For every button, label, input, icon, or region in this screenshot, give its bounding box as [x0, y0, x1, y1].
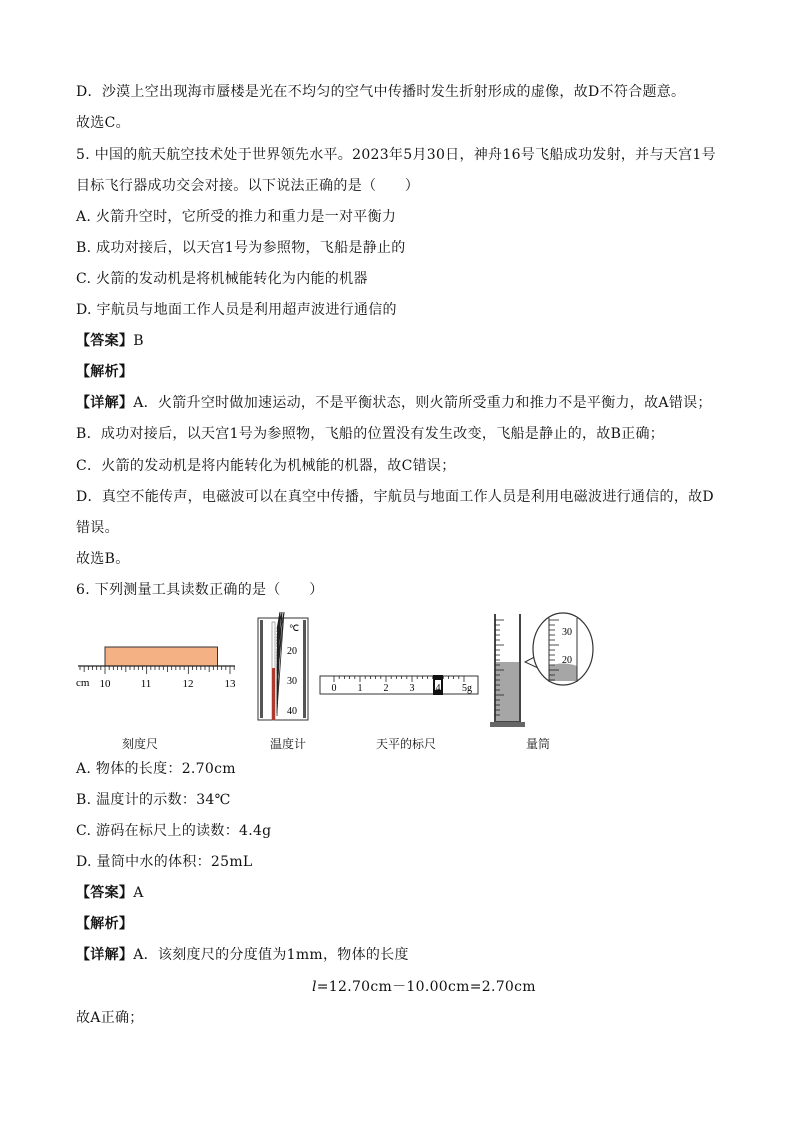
- q6-answer: 【答案】A: [76, 885, 144, 901]
- detail-tag: 【详解】: [76, 947, 134, 963]
- thermometer-unit: ℃: [289, 623, 300, 633]
- formula-variable: l: [312, 979, 317, 995]
- q6-option-d: D. 量筒中水的体积：25mL: [76, 854, 253, 870]
- q6-option-a: A. 物体的长度：2.70cm: [76, 761, 236, 777]
- q5-answer: 【答案】B: [76, 333, 144, 349]
- ruler-diagram: [76, 647, 236, 690]
- cylinder-caption: 量筒: [526, 737, 551, 751]
- q6-conclusion: 故A正确；: [76, 1010, 144, 1026]
- q5-conclusion: 故选B。: [76, 551, 130, 567]
- thermometer-tick-label: 40: [287, 706, 297, 717]
- balance-scale-diagram: [320, 675, 478, 695]
- answer-tag: 【答案】: [76, 885, 134, 901]
- scale-tick-label: 0: [331, 683, 337, 694]
- answer-tag: 【答案】: [76, 333, 134, 349]
- q5-explanation: 错误。: [76, 520, 119, 536]
- scale-tick-label: 1: [357, 683, 363, 694]
- detail-tag: 【详解】: [76, 395, 134, 411]
- q5-option-d: D. 宇航员与地面工作人员是利用超声波进行通信的: [76, 302, 397, 318]
- scale-tick-label: 3: [409, 683, 415, 694]
- graduated-cylinder-diagram: [490, 613, 593, 727]
- thermometer-caption: 温度计: [270, 737, 307, 751]
- text-line: D．沙漠上空出现海市蜃楼是光在不均匀的空气中传播时发生折射形成的虚像，故D不符合题意。: [76, 84, 686, 100]
- ruler-tick-label: 10: [99, 678, 111, 690]
- ruler-tick-label: 13: [224, 678, 236, 690]
- q6-option-c: C. 游码在标尺上的读数：4.4g: [76, 823, 272, 839]
- thermometer-tick-label: 30: [287, 676, 297, 687]
- ruler-unit-label: cm: [76, 677, 90, 689]
- q5-explanation: C．火箭的发动机是将内能转化为机械能的机器，故C错误；: [76, 458, 456, 474]
- thermometer-border: [303, 620, 306, 718]
- q6-stem: 6. 下列测量工具读数正确的是（ ）: [76, 582, 324, 598]
- q5-stem: 5. 中国的航天航空技术处于世界领先水平。2023年5月30日，神舟16号飞船成功发射，并与天宫1号: [76, 147, 716, 163]
- text-line: 故选C。: [76, 115, 130, 131]
- ruler-caption: 刻度尺: [122, 737, 159, 751]
- ruler-tick-label: 11: [140, 678, 152, 690]
- thermometer-tick-label: 20: [287, 646, 297, 657]
- q6-formula: l=12.70cm－10.00cm=2.70cm: [312, 979, 536, 995]
- ruler-tick-label: 12: [182, 678, 194, 690]
- zoom-label: 30: [562, 627, 572, 638]
- zoom-label: 20: [562, 655, 572, 666]
- cylinder-base: [490, 722, 525, 727]
- q6-option-b: B. 温度计的示数：34℃: [76, 792, 231, 808]
- measurement-tools-figure: [70, 612, 670, 757]
- q5-option-a: A. 火箭升空时，它所受的推力和重力是一对平衡力: [76, 209, 397, 225]
- q5-analysis-tag: 【解析】: [76, 364, 134, 380]
- balance-scale-caption: 天平的标尺: [376, 737, 437, 751]
- q5-explanation: 【详解】A．火箭升空时做加速运动，不是平衡状态，则火箭所受重力和推力不是平衡力，故A错误；: [76, 395, 712, 411]
- thermometer-liquid: [272, 668, 275, 720]
- q5-explanation: D．真空不能传声，电磁波可以在真空中传播，宇航员与地面工作人员是利用电磁波进行通信的，故D: [76, 489, 714, 505]
- ruler-ticks: [80, 666, 234, 674]
- q5-stem: 目标飞行器成功交会对接。以下说法正确的是（ ）: [76, 178, 420, 194]
- scale-tick-label: 5g: [462, 683, 472, 694]
- thermometer-frame: [258, 618, 308, 720]
- q6-explanation: 【详解】A．该刻度尺的分度值为1mm，物体的长度: [76, 947, 409, 963]
- thermometer-diagram: [258, 612, 308, 720]
- q5-explanation: B．成功对接后，以天宫1号为参照物，飞船的位置没有发生改变，飞船是静止的，故B正确；: [76, 426, 665, 442]
- q5-option-b: B. 成功对接后，以天宫1号为参照物，飞船是静止的: [76, 240, 406, 256]
- zoom-water: [549, 664, 577, 682]
- q6-analysis-tag: 【解析】: [76, 916, 134, 932]
- scale-tick-label: 2: [383, 683, 389, 694]
- q5-option-c: C. 火箭的发动机是将机械能转化为内能的机器: [76, 271, 368, 287]
- measured-object: [105, 647, 218, 666]
- scale-tick-label: 4: [435, 683, 441, 694]
- cylinder-water: [495, 662, 520, 722]
- figure-drawing: [70, 612, 670, 757]
- thermometer-border: [260, 620, 263, 718]
- scale-bar: [320, 676, 478, 694]
